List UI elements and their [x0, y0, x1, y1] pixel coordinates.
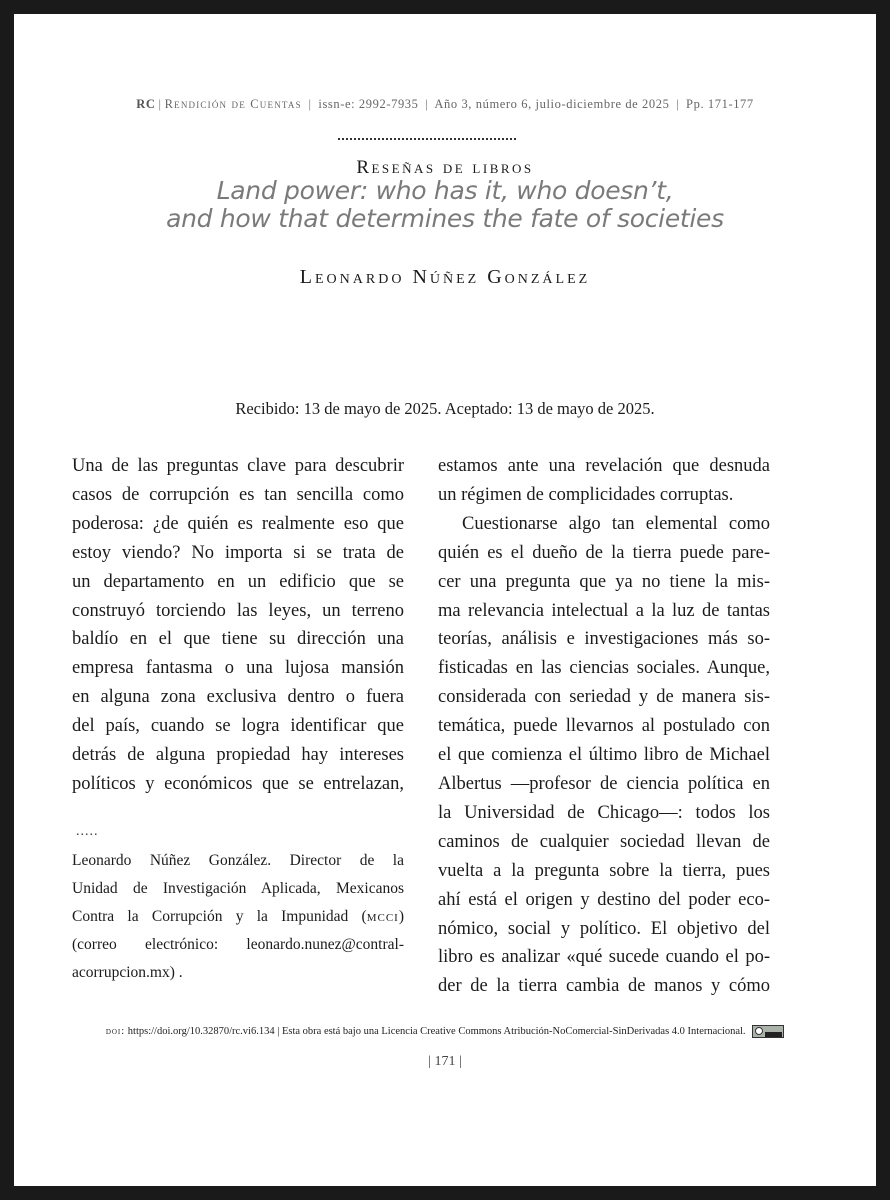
header-separator: | — [308, 97, 312, 111]
text-line: estamos ante una revelación que desnuda — [438, 456, 770, 476]
dotted-divider — [338, 138, 516, 143]
page-range: Pp. 171-177 — [686, 97, 754, 111]
text-line: baldío en el que tiene su dirección una — [72, 629, 404, 650]
footnote-line: Unidad de Investigación Aplicada, Mexicanos — [72, 880, 404, 897]
section-heading: Reseñas de libros — [356, 157, 534, 178]
text-line: la Universidad de Chicago—: todos los — [438, 802, 770, 823]
issue-info: Año 3, número 6, julio-diciembre de 2025 — [434, 97, 670, 111]
text-line: nómico, social y político. El objetivo del — [438, 918, 770, 939]
text-line: empresa fantasma o una lujosa mansión — [72, 658, 404, 679]
footnote-line: (correo electrónico: leonardo.nunez@contral- — [72, 936, 404, 953]
text-line: vuelta a la pregunta sobre la tierra, pues — [438, 860, 770, 881]
title-line: and how that determines the fate of societies — [166, 204, 724, 233]
text-line: un régimen de complicidades corruptas. — [438, 484, 734, 505]
text-line: temática, puede llevarnos al postulado con — [438, 716, 770, 737]
doi-link[interactable]: https://doi.org/10.32870/rc.vi6.134 | Esta obra está bajo una Licencia Creative Commons Atribución-NoComercial-SinDerivadas 4.0 Internacional. — [127, 1025, 746, 1037]
text-line: fisticadas en las ciencias sociales. Aunque, — [438, 658, 770, 679]
text-line: cer una pregunta que ya no tiene la mis- — [438, 571, 770, 592]
text-line: casos de corrupción es tan sencilla como — [72, 484, 404, 505]
text-line: un departamento en un edificio que se — [72, 571, 404, 592]
text-line: Cuestionarse algo tan elemental como — [462, 513, 770, 534]
text-line: caminos de cualquier sociedad llevan de — [438, 831, 770, 852]
text-line: detrás de alguna propiedad hay intereses — [72, 745, 404, 766]
doi-line — [14, 1025, 876, 1038]
header-separator: | — [676, 97, 680, 111]
footnote-line: acorrupcion.mx) . — [72, 964, 183, 981]
doi-label: doi: — [105, 1025, 126, 1037]
text-line: Una de las preguntas clave para descubrir — [72, 456, 404, 476]
text-line: el que comienza el último libro de Michael — [438, 745, 770, 766]
header-separator: | — [425, 97, 429, 111]
header-separator: | — [158, 97, 162, 111]
text-line: der de la tierra cambia de manos y cómo — [438, 976, 770, 997]
page-number: | 171 | — [428, 1054, 462, 1069]
text-line: quién es el dueño de la tierra puede pare- — [438, 542, 770, 563]
organization-abbr: mcci — [366, 908, 399, 925]
text-line: estoy viendo? No importa si se trata de — [72, 542, 404, 563]
received-dates: Recibido: 13 de mayo de 2025. Aceptado: 13 de mayo de 2025. — [235, 399, 655, 418]
text-line: libro es analizar «qué sucede cuando el po- — [438, 947, 770, 968]
text-line: considerada con seriedad y de manera sis- — [438, 687, 770, 708]
journal-abbr: RC — [136, 97, 156, 111]
text-line: ma relevancia intelectual a la luz de tantas — [438, 600, 770, 621]
author-name: Leonardo Núñez González — [299, 266, 591, 288]
body-column-left — [72, 452, 404, 799]
issn: issn-e: 2992-7935 — [318, 97, 419, 111]
body-column-right — [438, 452, 770, 1001]
article-title — [114, 177, 776, 233]
text-line: del país, cuando se logra identificar que — [72, 716, 404, 737]
footnote-line: Contra la Corrupción y la Impunidad (mcci) — [72, 908, 404, 925]
footnote-line: Leonardo Núñez González. Director de la — [72, 852, 404, 869]
text-line: teorías, análisis e investigaciones más so- — [438, 629, 770, 650]
running-header — [14, 97, 876, 112]
journal-name: Rendición de Cuentas — [164, 97, 302, 111]
text-line: en alguna zona exclusiva dentro o fuera — [72, 687, 404, 708]
text-line: políticos y económicos que se entrelazan, — [72, 773, 404, 794]
author-footnote — [72, 847, 404, 987]
cc-by-nc-nd-icon[interactable] — [752, 1025, 784, 1038]
text-line: poderosa: ¿de quién es realmente eso que — [72, 513, 404, 534]
footnote-marker: ..... — [76, 824, 99, 839]
text-line: ahí está el origen y destino del poder eco- — [438, 889, 770, 910]
text-line: Albertus —profesor de ciencia política en — [438, 773, 770, 794]
text-line: construyó torciendo las leyes, un terreno — [72, 600, 404, 621]
page — [14, 14, 876, 1186]
title-line: Land power: who has it, who doesn’t, — [216, 176, 674, 205]
